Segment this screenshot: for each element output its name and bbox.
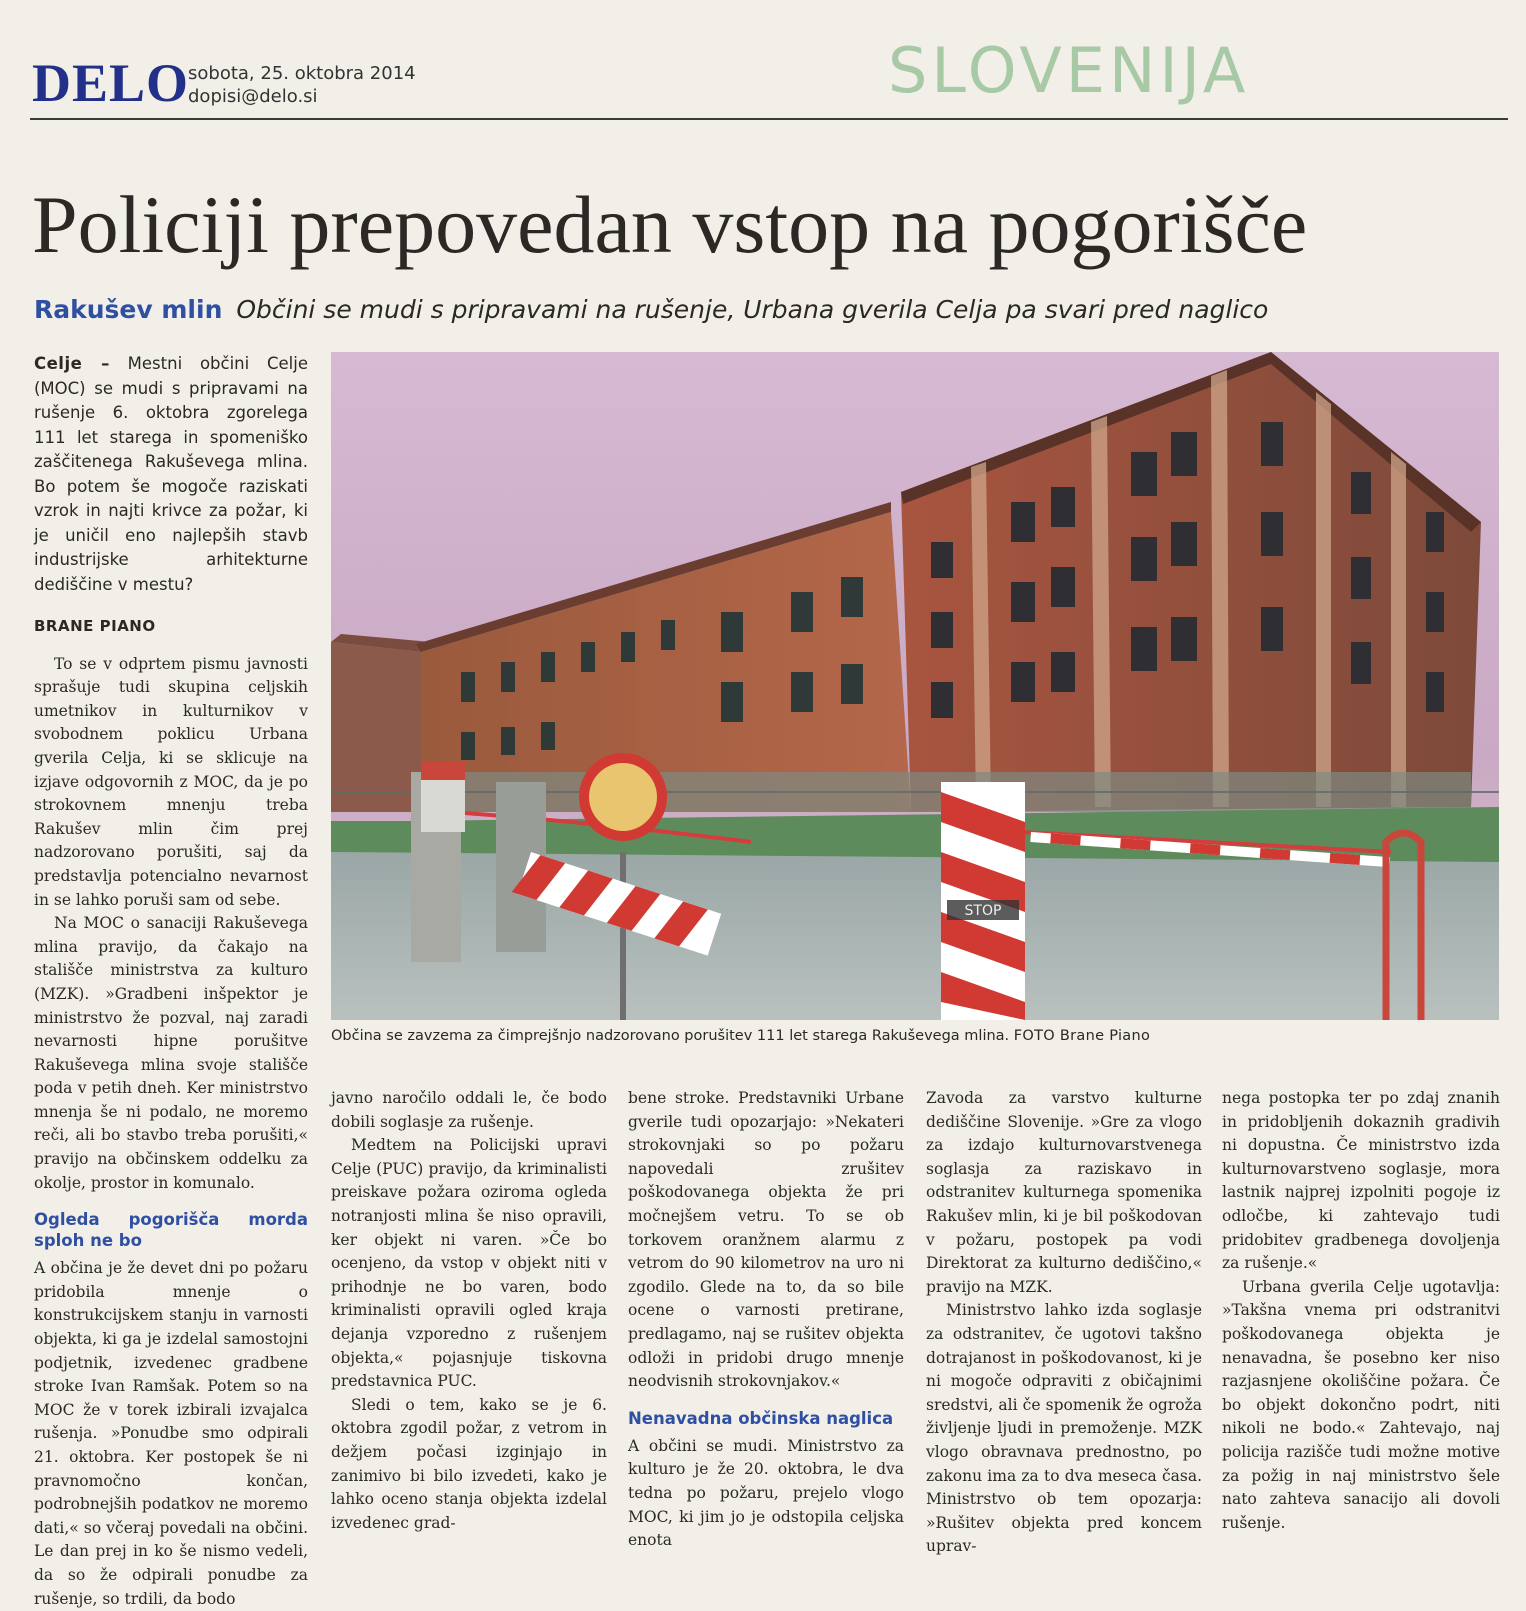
header-divider (30, 118, 1508, 120)
article-deck: Občini se mudi s pripravami na rušenje, Urbana gverila Celja pa svari pred naglico (236, 295, 1269, 324)
body-paragraph: A občina je že devet dni po požaru pridobila mnenje o konstrukcijskem stanju in varnosti objekta, ki ga je izdelal samostojni podjetnik, izvedenec gradbene stroke Ivan Ramšak. Potem so na MOC že v torek izbirali izvajalca rušenja. »Ponudbe smo odpirali 21. oktobra. Ker postopek še ni pravnomočno končan, podrobnejših podatkov ne moremo dati,« so včeraj povedali na občini. Le dan prej in ko še nismo vedeli, da so že odpirali ponudbe za rušenje, so trdili, da bodo (34, 1259, 308, 1608)
column-4 (926, 1087, 1202, 1559)
article-headline: Policiji prepovedan vstop na pogorišče (32, 179, 1308, 270)
byline: BRANE PIANO (34, 617, 156, 635)
contact-email[interactable]: dopisi@delo.si (188, 86, 318, 107)
body-paragraph: nega postopka ter po zdaj znanih in pridobljenih dokaznih gradivih ni dopustna. Če ministrstvo izda kulturnovarstveno soglasje, mora lastnik najprej izpolniti pogoje iz odločbe, ki zahtevajo tudi pridobitev gradbenega dovoljenja za rušenje.« (1222, 1089, 1500, 1273)
column-5 (1222, 1087, 1500, 1535)
mill-ruins-photo (331, 352, 1499, 1020)
body-paragraph: javno naročilo oddali le, če bodo dobili soglasje za rušenje. (331, 1089, 607, 1131)
issue-date: sobota, 25. oktobra 2014 (188, 63, 416, 84)
lead-text: Mestni občini Celje (MOC) se mudi s pripravami na rušenje 6. oktobra zgorelega 111 let starega in spomeniško zaščitenega Rakuševega mlina. Bo potem še mogoče raziskati vzrok in najti krivce za požar, ki je uničil eno najlepših stavb industrijske arhitekturne dediščine v mestu? (34, 354, 309, 594)
dateline: Celje – (34, 354, 110, 373)
caption-text: Občina se zavzema za čimprejšnjo nadzorovano porušitev 111 let starega Rakuševega mlina. (331, 1028, 1010, 1044)
column-1 (34, 352, 308, 1611)
body-paragraph: Zavoda za varstvo kulturne dediščine Slovenije. »Gre za vlogo za izdajo kulturnovarstvenega soglasja za raziskavo in odstranitev kulturnega spomenika Rakušev mlin, ki je bil poškodovan v požaru, postopek pa vodi Direktorat za kulturno dediščino,« pravijo na MZK. (926, 1089, 1202, 1296)
article-subhead (34, 292, 1494, 328)
body-paragraph: Ministrstvo lahko izda soglasje za odstranitev, če ugotovi takšno dotrajanost in poškodovanost, ki je ni mogoče odpraviti z običajnimi sredstvi, ali če spomenik že ogroža življenje ljudi in premoženje. MZK vlogo obravnava prednostno, po zakonu ima za to dva meseca časa. Ministrstvo ob tem opozarja: »Rušitev objekta pred koncem uprav- (926, 1301, 1202, 1556)
body-paragraph: Sledi o tem, kako se je 6. oktobra zgodil požar, z vetrom in dežjem počasi izginjajo in zanimivo bi bilo izvedeti, kako je lahko oceno stanja objekta izdelal izvedenec grad- (331, 1395, 607, 1532)
column-2 (331, 1087, 607, 1535)
body-paragraph: To se v odprtem pismu javnosti sprašuje tudi skupina celjskih umetnikov in kulturnikov v svobodnem poklicu Urbana gverila Celja, ki se sklicuje na izjave odgovornih z MOC, da je po strokovnem mnenju treba Rakušev mlin čim prej nadzorovano porušiti, saj da predstavlja potencialno nevarnost in se lahko poruši sam od sebe. (34, 654, 308, 909)
photo-caption (331, 1026, 1499, 1046)
body-paragraph: Urbana gverila Celje ugotavlja: »Takšna vnema pri odstranitvi poškodovanega objekta je nenavadna, še posebno ker niso razjasnjene okoliščine požara. Če bo objekt dokončno podrt, niti nikoli ne bodo.« Zahtevajo, naj policija razišče tudi možne motive za požig in naj ministrstvo šele nato zahteva sanacijo ali dovoli rušenje. (1222, 1277, 1500, 1532)
section-title: SLOVENIJA (888, 34, 1250, 107)
lead-paragraph (34, 352, 308, 597)
body-paragraph: A občini se mudi. Ministrstvo za kulturo je že 20. oktobra, le dva tedna po požaru, prejelo vlogo MOC, ki jim jo je odstopila celjska enota (628, 1436, 904, 1550)
photo-credit: FOTO Brane Piano (1013, 1028, 1151, 1044)
masthead-meta (188, 62, 416, 108)
stop-sign-text: STOP (964, 903, 1002, 919)
section-subtitle: Nenavadna občinska naglica (628, 1408, 894, 1428)
body-paragraph: Na MOC o sanaciji Rakuševega mlina pravijo, da čakajo na stališče ministrstva za kulturo (MZK). »Gradbeni inšpektor je ministrstvo že pozval, naj zaradi nevarnosti hipne porušitve Rakuševega mlina svoje stališče poda v petih dneh. Ker ministrstvo mnenja še ni podalo, ne moremo reči, ali bo stavbo treba porušiti,« pravijo na občinskem oddelku za okolje, prostor in komunalo. (34, 914, 308, 1192)
body-paragraph: Medtem na Policijski upravi Celje (PUC) pravijo, da kriminalisti preiskave požara oziroma ogleda notranjosti mlina še niso opravili, ker objekt ni varen. »Če bo ocenjeno, da vstop v objekt niti v prihodnje ne bo varen, bodo kriminalisti opravili ogled kraja dejanja vzporedno z rušenjem objekta,« pojasnjuje tiskovna predstavnica PUC. (331, 1136, 607, 1391)
article-kicker: Rakušev mlin (34, 295, 223, 324)
article-photo (331, 352, 1499, 1020)
section-subtitle: Ogleda pogorišča morda sploh ne bo (34, 1210, 308, 1251)
body-paragraph: bene stroke. Predstavniki Urbane gverile tudi opozarjajo: »Nekateri strokovnjaki so po požaru napovedali zrušitev poškodovanega objekta že pri močnejšem vetru. To se ob torkovem oranžnem alarmu z vetrom do 90 kilometrov na uro ni zgodilo. Glede na to, da so bile ocene o varnosti pretirane, predlagamo, naj se rušitev objekta odloži in pridobi drugo mnenje neodvisnih strokovnjakov.« (628, 1089, 904, 1391)
delo-logo: DELO (32, 53, 190, 113)
